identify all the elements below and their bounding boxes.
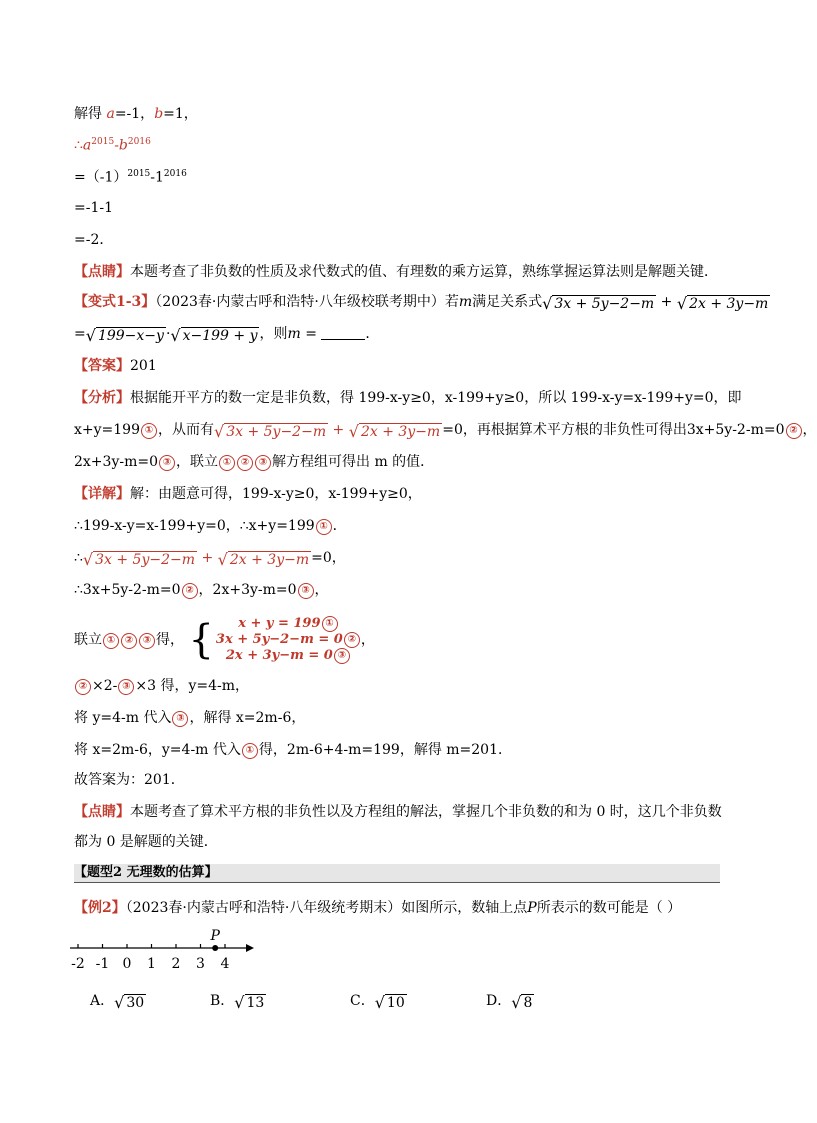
tick-label: 1: [147, 956, 156, 972]
point-note-2: 【点睛】本题考查了算术平方根的非负性以及方程组的解法，掌握几个非负数的和为 0 时，这几个非负数: [74, 804, 722, 820]
sqrt-expression: √ 2x + 3y−m: [676, 294, 769, 313]
sqrt-expression: √ 2x + 3y−m: [217, 550, 310, 569]
circled-number: ③: [159, 455, 175, 471]
option-d[interactable]: D． √ 8: [486, 993, 533, 1012]
point-note-2-cont: 都为 0 是解题的关键．: [74, 834, 218, 850]
sqrt-expression: √ 199−x−y: [85, 326, 164, 345]
sqrt-expression: √ 10: [374, 993, 405, 1012]
analysis-line-3: 2x+3y-m=0 ③ ，联立 ① ② ③ 解方程组可得出 m 的值．: [74, 454, 435, 470]
circled-number: ①: [219, 455, 235, 471]
sqrt-expression: √ 30: [114, 993, 145, 1012]
analysis-tag: 【分析】: [74, 390, 130, 406]
circled-number: ①: [141, 423, 157, 439]
circled-number: ①: [103, 633, 119, 649]
text: 满足关系式: [472, 294, 543, 310]
var-a: a: [82, 137, 92, 154]
text: 解得: [74, 106, 107, 122]
number-line: [66, 924, 266, 976]
circled-number: ②: [237, 455, 253, 471]
exponent: 2015: [91, 137, 115, 147]
detail-line-5: 联立 ① ② ③ 得， { x + y = 199 ① 3x + 5y−2−m = 0 ② 2x + 3y−m = 0 ③ ，: [74, 616, 375, 663]
text: 根据能开平方的数一定是非负数，得 199-x-y≥0，x-199+y≥0，所以 199-x-y=x-199+y=0，即: [130, 390, 742, 406]
exponent: 2016: [163, 169, 187, 179]
circled-number: ②: [786, 423, 802, 439]
section-header: 【题型2 无理数的估算】: [74, 864, 720, 883]
detail-line-6: ② ×2- ③ ×3 得，y=4-m，: [74, 676, 249, 696]
tick-label: 2: [171, 956, 181, 972]
detail-line-8: 将 x=2m-6，y=4-m 代入 ① 得，2m-6+4-m=199，解得 m=201．: [74, 742, 512, 758]
analysis-line-2: x+y=199 ① ，从而有 √ 3x + 5y−2−m + √ 2x + 3y−m =0，再根据算术平方根的非负性可得出3x+5y-2-m=0 ② ，: [74, 422, 817, 441]
solution-line-5: =-2．: [74, 232, 114, 248]
point-p-marker: [212, 945, 218, 951]
answer-tag: 【答案】: [74, 358, 130, 374]
tick-label: 4: [220, 956, 230, 972]
detail-line-4: ∴3x+5y-2-m=0 ② ，2x+3y-m=0 ③ ，: [74, 582, 329, 598]
point-tag: 【点睛】: [74, 804, 130, 820]
var-m: m: [458, 294, 473, 310]
solution-line-1: [74, 104, 198, 124]
variant-tag: 【变式1-3】: [74, 294, 156, 310]
var-a: a: [106, 106, 115, 122]
sqrt-expression: √ 13: [234, 993, 265, 1012]
solution-line-3: [74, 164, 187, 188]
option-b[interactable]: B． √ 13: [210, 993, 265, 1012]
circled-number: ③: [334, 648, 350, 664]
tick-label: -2: [71, 956, 85, 972]
text: -1: [150, 169, 164, 186]
detail-line-7: 将 y=4-m 代入 ③ ，解得 x=2m-6，: [74, 710, 306, 726]
answer-blank[interactable]: [321, 339, 365, 340]
tick-label: 3: [196, 956, 205, 972]
option-a[interactable]: A． √ 30: [90, 993, 145, 1012]
detail-line-3: ∴ √ 3x + 5y−2−m + √ 2x + 3y−m =0，: [74, 550, 346, 569]
example-line: 【例2】（2023春·内蒙古呼和浩特·八年级统考期末）如图所示，数轴上点P所表示的数可能是（ ）: [74, 900, 682, 916]
variant-source: （2023春·内蒙古呼和浩特·八年级校联考期中）若: [155, 294, 459, 310]
therefore-symbol: ∴: [74, 137, 83, 154]
variant-line-1: [74, 292, 770, 313]
var-m: m: [287, 326, 301, 342]
detail-line-2: ∴199-x-y=x-199+y=0，∴x+y=199 ① ．: [74, 518, 347, 534]
circled-number: ②: [182, 583, 198, 599]
sqrt-expression: √ 3x + 5y−2−m: [82, 550, 196, 569]
exponent: 2015: [127, 169, 151, 179]
circled-number: ①: [316, 519, 332, 535]
circled-number: ①: [322, 616, 338, 632]
var-b: b: [154, 106, 164, 122]
variant-line-2: [74, 324, 379, 345]
tick-label: -1: [95, 956, 110, 972]
point-tag: 【点睛】: [74, 264, 130, 280]
text: =（-1）: [74, 169, 128, 186]
sqrt-expression: √ 3x + 5y−2−m: [542, 294, 655, 313]
detail-tag: 【详解】: [74, 486, 130, 502]
point-note-1: [74, 262, 718, 282]
answer-line: [74, 356, 157, 376]
circled-number: ②: [75, 679, 91, 695]
axis-arrow: [246, 944, 254, 952]
example-tag: 【例2】: [74, 900, 126, 916]
text: =-1，: [114, 106, 155, 122]
text: ．: [365, 326, 380, 342]
equals: =: [74, 326, 86, 342]
circled-number: ①: [242, 743, 258, 759]
solution-line-2: [74, 132, 151, 156]
text: =1，: [163, 106, 198, 122]
tick-label: 0: [122, 956, 132, 972]
equals: =: [300, 326, 322, 342]
analysis-line-1: [74, 388, 742, 408]
sqrt-expression: √ 8: [511, 993, 533, 1012]
left-brace: {: [188, 617, 214, 663]
sqrt-expression: √ 2x + 3y−m: [348, 422, 441, 441]
equation-system: { x + y = 199 ① 3x + 5y−2−m = 0 ② 2x + 3y−m = 0 ③: [188, 616, 360, 664]
circled-number: ③: [255, 455, 271, 471]
detail-line-1: 【详解】解：由题意可得，199-x-y≥0，x-199+y≥0，: [74, 486, 422, 502]
detail-line-9: 故答案为：201．: [74, 772, 185, 788]
var-p: P: [527, 900, 537, 916]
circled-number: ②: [121, 633, 137, 649]
sqrt-expression: √ 3x + 5y−2−m: [214, 422, 327, 441]
circled-number: ③: [118, 679, 134, 695]
dot: ·: [165, 326, 171, 342]
option-c[interactable]: C． √ 10: [350, 993, 405, 1012]
point-text: 本题考查了非负数的性质及求代数式的值、有理数的乘方运算，熟练掌握运算法则是解题关键．: [130, 264, 718, 280]
plus: +: [656, 294, 677, 310]
solution-line-4: =-1-1: [74, 200, 114, 216]
circled-number: ③: [172, 711, 188, 727]
sqrt-expression: √ x−199 + y: [170, 326, 258, 345]
exponent: 2016: [127, 137, 151, 147]
circled-number: ③: [139, 633, 155, 649]
minus: -: [114, 137, 119, 154]
circled-number: ③: [298, 583, 314, 599]
var-b: b: [118, 137, 128, 154]
circled-number: ②: [344, 632, 360, 648]
text: ，则: [259, 326, 288, 342]
answer-value: 201: [130, 358, 157, 374]
point-p-label: P: [210, 928, 220, 944]
